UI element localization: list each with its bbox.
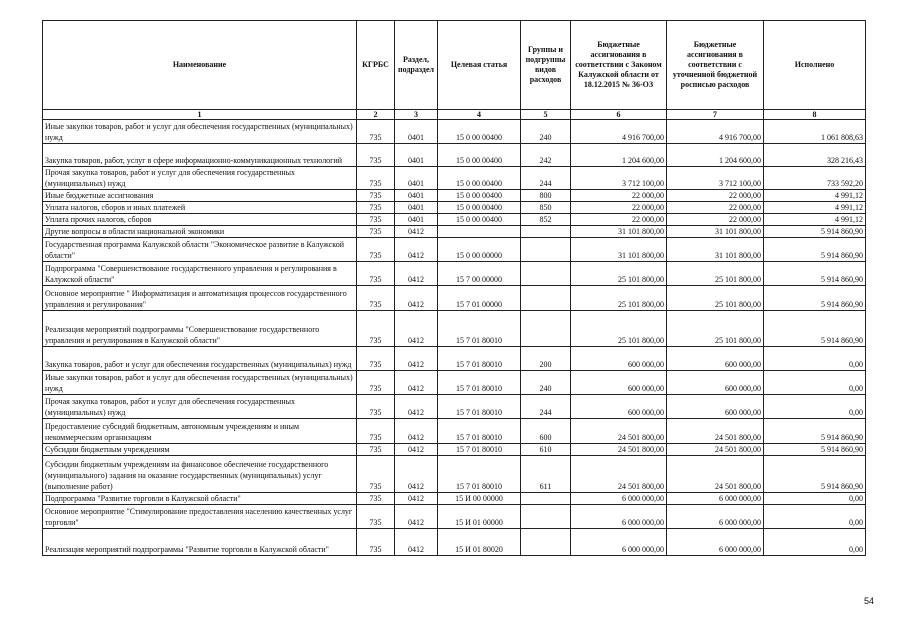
table-cell-section: 0412	[395, 419, 438, 444]
table-cell-name: Закупка товаров, работ, услуг в сфере информационно-коммуникационных технологий	[43, 144, 357, 167]
table-cell-kgrbs: 735	[357, 214, 395, 226]
header-kgrbs: КГРБС	[357, 21, 395, 110]
table-row	[43, 456, 866, 493]
table-row	[43, 371, 866, 395]
table-cell-kgrbs: 735	[357, 202, 395, 214]
table-cell-refined: 6 000 000,00	[667, 493, 764, 505]
table-cell-target: 15 7 00 00000	[438, 262, 521, 286]
page-number: 54	[864, 596, 875, 606]
table-cell-section: 0401	[395, 167, 438, 190]
table-cell-kgrbs: 735	[357, 529, 395, 556]
table-cell-name: Реализация мероприятий подпрограммы "Совершенствование государственного управления и регулирования в Калужской области"	[43, 311, 357, 347]
table-cell-refined: 6 000 000,00	[667, 505, 764, 529]
table-cell-group	[521, 493, 571, 505]
column-number: 7	[667, 110, 764, 120]
table-cell-refined: 22 000,00	[667, 214, 764, 226]
table-cell-kgrbs: 735	[357, 262, 395, 286]
table-cell-name: Субсидии бюджетным учреждениям	[43, 444, 357, 456]
table-cell-refined: 600 000,00	[667, 347, 764, 371]
table-cell-refined: 4 916 700,00	[667, 120, 764, 144]
table-cell-kgrbs: 735	[357, 144, 395, 167]
table-cell-law: 24 501 800,00	[571, 419, 667, 444]
table-cell-law: 31 101 800,00	[571, 238, 667, 262]
table-cell-executed: 5 914 860,90	[764, 456, 866, 493]
table-cell-kgrbs: 735	[357, 238, 395, 262]
table-cell-law: 25 101 800,00	[571, 286, 667, 311]
table-cell-name: Прочая закупка товаров, работ и услуг для обеспечения государственных (муниципальных) нужд	[43, 167, 357, 190]
table-cell-target: 15 7 01 80010	[438, 419, 521, 444]
table-cell-kgrbs: 735	[357, 456, 395, 493]
table-cell-section: 0412	[395, 238, 438, 262]
table-cell-target: 15 0 00 00400	[438, 167, 521, 190]
table-cell-executed: 0,00	[764, 347, 866, 371]
table-cell-refined: 3 712 100,00	[667, 167, 764, 190]
table-cell-target: 15 0 00 00400	[438, 144, 521, 167]
table-cell-law: 1 204 600,00	[571, 144, 667, 167]
column-number: 5	[521, 110, 571, 120]
budget-table	[42, 20, 866, 556]
table-cell-name: Государственная программа Калужской области "Экономическое развитие в Калужской области"	[43, 238, 357, 262]
table-cell-law: 3 712 100,00	[571, 167, 667, 190]
table-cell-target: 15 И 01 80020	[438, 529, 521, 556]
table-cell-law: 25 101 800,00	[571, 311, 667, 347]
table-cell-group: 850	[521, 202, 571, 214]
table-cell-name: Основное мероприятие "Стимулирование предоставления населению качественных услуг торговли"	[43, 505, 357, 529]
table-row	[43, 444, 866, 456]
table-cell-executed: 0,00	[764, 395, 866, 419]
table-cell-section: 0412	[395, 505, 438, 529]
table-row	[43, 262, 866, 286]
table-cell-section: 0401	[395, 202, 438, 214]
header-section: Раздел, подраздел	[395, 21, 438, 110]
table-cell-name: Подпрограмма "Развитие торговли в Калужской области"	[43, 493, 357, 505]
table-cell-target: 15 7 01 80010	[438, 444, 521, 456]
table-cell-refined: 25 101 800,00	[667, 286, 764, 311]
table-cell-executed: 4 991,12	[764, 214, 866, 226]
table-cell-executed: 4 991,12	[764, 202, 866, 214]
table-cell-kgrbs: 735	[357, 493, 395, 505]
table-cell-law: 24 501 800,00	[571, 456, 667, 493]
table-cell-target: 15 0 00 00400	[438, 190, 521, 202]
table-cell-section: 0412	[395, 395, 438, 419]
table-cell-refined: 31 101 800,00	[667, 226, 764, 238]
table-cell-group: 200	[521, 347, 571, 371]
table-cell-law: 22 000,00	[571, 190, 667, 202]
table-cell-executed: 5 914 860,90	[764, 311, 866, 347]
table-cell-kgrbs: 735	[357, 444, 395, 456]
table-cell-section: 0412	[395, 493, 438, 505]
table-cell-law: 600 000,00	[571, 347, 667, 371]
table-cell-refined: 24 501 800,00	[667, 419, 764, 444]
table-row	[43, 419, 866, 444]
table-cell-refined: 600 000,00	[667, 371, 764, 395]
table-cell-kgrbs: 735	[357, 167, 395, 190]
column-number: 1	[43, 110, 357, 120]
table-cell-law: 6 000 000,00	[571, 493, 667, 505]
table-cell-kgrbs: 735	[357, 371, 395, 395]
table-row	[43, 120, 866, 144]
table-cell-refined: 31 101 800,00	[667, 238, 764, 262]
table-cell-refined: 25 101 800,00	[667, 311, 764, 347]
table-cell-executed: 0,00	[764, 493, 866, 505]
table-cell-law: 22 000,00	[571, 202, 667, 214]
column-number-row	[43, 110, 866, 120]
table-cell-name: Иные закупки товаров, работ и услуг для обеспечения государственных (муниципальных) нужд	[43, 120, 357, 144]
table-cell-target: 15 7 01 80010	[438, 371, 521, 395]
table-cell-kgrbs: 735	[357, 226, 395, 238]
table-row	[43, 505, 866, 529]
table-cell-executed: 0,00	[764, 371, 866, 395]
column-number: 3	[395, 110, 438, 120]
header-law: Бюджетные ассигнования в соответствии с Законом Калужской области от 18.12.2015 № 36-ОЗ	[571, 21, 667, 110]
table-row	[43, 167, 866, 190]
table-cell-target: 15 7 01 80010	[438, 395, 521, 419]
table-cell-section: 0412	[395, 286, 438, 311]
table-cell-target: 15 И 01 00000	[438, 505, 521, 529]
table-cell-section: 0401	[395, 214, 438, 226]
table-cell-kgrbs: 735	[357, 505, 395, 529]
table-cell-refined: 22 000,00	[667, 202, 764, 214]
table-cell-target: 15 0 00 00400	[438, 120, 521, 144]
table-cell-executed: 5 914 860,90	[764, 444, 866, 456]
table-cell-kgrbs: 735	[357, 419, 395, 444]
table-cell-name: Основное мероприятие " Информатизация и автоматизация процессов государственного управления и регулирования"	[43, 286, 357, 311]
table-cell-law: 600 000,00	[571, 371, 667, 395]
table-cell-group: 244	[521, 167, 571, 190]
table-row	[43, 238, 866, 262]
table-row	[43, 144, 866, 167]
table-cell-section: 0401	[395, 144, 438, 167]
table-cell-kgrbs: 735	[357, 190, 395, 202]
table-cell-kgrbs: 735	[357, 395, 395, 419]
table-row	[43, 347, 866, 371]
table-cell-section: 0412	[395, 456, 438, 493]
table-cell-section: 0412	[395, 311, 438, 347]
table-cell-law: 6 000 000,00	[571, 529, 667, 556]
table-row	[43, 214, 866, 226]
table-cell-name: Закупка товаров, работ и услуг для обеспечения государственных (муниципальных) нужд	[43, 347, 357, 371]
table-cell-executed: 328 216,43	[764, 144, 866, 167]
table-cell-target: 15 0 00 00400	[438, 202, 521, 214]
header-target: Целевая статья	[438, 21, 521, 110]
table-cell-refined: 24 501 800,00	[667, 456, 764, 493]
table-cell-executed: 5 914 860,90	[764, 262, 866, 286]
column-number: 4	[438, 110, 521, 120]
table-cell-section: 0412	[395, 226, 438, 238]
table-body	[43, 120, 866, 556]
table-cell-executed: 5 914 860,90	[764, 226, 866, 238]
table-cell-name: Уплата налогов, сборов и иных платежей	[43, 202, 357, 214]
table-cell-section: 0401	[395, 190, 438, 202]
table-cell-group: 240	[521, 120, 571, 144]
table-cell-group	[521, 505, 571, 529]
table-cell-law: 22 000,00	[571, 214, 667, 226]
table-cell-refined: 24 501 800,00	[667, 444, 764, 456]
table-cell-name: Другие вопросы в области национальной экономики	[43, 226, 357, 238]
table-cell-group: 852	[521, 214, 571, 226]
table-cell-name: Иные бюджетные ассигнования	[43, 190, 357, 202]
table-cell-executed: 5 914 860,90	[764, 419, 866, 444]
table-row	[43, 190, 866, 202]
table-cell-name: Подпрограмма "Совершенствование государственного управления и регулирования в Калужской области"	[43, 262, 357, 286]
table-cell-refined: 600 000,00	[667, 395, 764, 419]
column-number: 8	[764, 110, 866, 120]
table-cell-executed: 5 914 860,90	[764, 286, 866, 311]
table-cell-section: 0412	[395, 371, 438, 395]
table-cell-executed: 4 991,12	[764, 190, 866, 202]
table-cell-target: 15 7 01 80010	[438, 311, 521, 347]
table-cell-section: 0412	[395, 262, 438, 286]
table-cell-executed: 0,00	[764, 529, 866, 556]
table-cell-target: 15 0 00 00400	[438, 214, 521, 226]
table-cell-group: 611	[521, 456, 571, 493]
table-cell-group	[521, 529, 571, 556]
table-cell-law: 25 101 800,00	[571, 262, 667, 286]
table-cell-group	[521, 262, 571, 286]
table-cell-target: 15 7 01 00000	[438, 286, 521, 311]
table-cell-name: Прочая закупка товаров, работ и услуг для обеспечения государственных (муниципальных) нужд	[43, 395, 357, 419]
table-cell-executed: 0,00	[764, 505, 866, 529]
table-cell-section: 0412	[395, 529, 438, 556]
column-number: 6	[571, 110, 667, 120]
table-cell-section: 0412	[395, 444, 438, 456]
table-cell-law: 24 501 800,00	[571, 444, 667, 456]
table-cell-section: 0401	[395, 120, 438, 144]
table-cell-executed: 1 061 808,63	[764, 120, 866, 144]
table-cell-group	[521, 311, 571, 347]
table-cell-group: 244	[521, 395, 571, 419]
table-cell-name: Предоставление субсидий бюджетным, автономным учреждениям и иным некоммерческим организациям	[43, 419, 357, 444]
table-row	[43, 202, 866, 214]
table-cell-name: Реализация мероприятий подпрограммы "Развитие торговли в Калужской области"	[43, 529, 357, 556]
table-cell-group	[521, 286, 571, 311]
table-cell-group: 600	[521, 419, 571, 444]
table-cell-kgrbs: 735	[357, 120, 395, 144]
table-cell-group	[521, 226, 571, 238]
table-row	[43, 395, 866, 419]
header-refined: Бюджетные ассигнования в соответствии с уточненной бюджетной росписью расходов	[667, 21, 764, 110]
table-row	[43, 226, 866, 238]
table-cell-target	[438, 226, 521, 238]
table-cell-section: 0412	[395, 347, 438, 371]
table-cell-law: 4 916 700,00	[571, 120, 667, 144]
table-cell-name: Субсидии бюджетным учреждениям на финансовое обеспечение государственного (муниципального) задания на оказание государственных (муниципальных) услуг (выполнение работ)	[43, 456, 357, 493]
table-cell-refined: 22 000,00	[667, 190, 764, 202]
table-cell-group: 240	[521, 371, 571, 395]
table-cell-kgrbs: 735	[357, 311, 395, 347]
table-cell-group: 610	[521, 444, 571, 456]
table-cell-refined: 6 000 000,00	[667, 529, 764, 556]
table-cell-executed: 733 592,20	[764, 167, 866, 190]
table-cell-law: 31 101 800,00	[571, 226, 667, 238]
header-row	[43, 21, 866, 110]
header-executed: Исполнено	[764, 21, 866, 110]
table-cell-name: Уплата прочих налогов, сборов	[43, 214, 357, 226]
table-row	[43, 286, 866, 311]
table-cell-name: Иные закупки товаров, работ и услуг для обеспечения государственных (муниципальных) нужд	[43, 371, 357, 395]
table-cell-target: 15 И 00 00000	[438, 493, 521, 505]
column-number: 2	[357, 110, 395, 120]
header-groups: Группы и подгруппы видов расходов	[521, 21, 571, 110]
table-cell-target: 15 7 01 80010	[438, 456, 521, 493]
table-cell-target: 15 7 01 80010	[438, 347, 521, 371]
table-cell-group: 242	[521, 144, 571, 167]
table-cell-refined: 1 204 600,00	[667, 144, 764, 167]
header-name: Наименование	[43, 21, 357, 110]
table-cell-law: 6 000 000,00	[571, 505, 667, 529]
table-cell-target: 15 0 00 00000	[438, 238, 521, 262]
table-cell-law: 600 000,00	[571, 395, 667, 419]
table-row	[43, 493, 866, 505]
table-cell-kgrbs: 735	[357, 286, 395, 311]
table-cell-kgrbs: 735	[357, 347, 395, 371]
table-row	[43, 311, 866, 347]
table-cell-executed: 5 914 860,90	[764, 238, 866, 262]
table-cell-group	[521, 238, 571, 262]
table-cell-group: 800	[521, 190, 571, 202]
table-row	[43, 529, 866, 556]
table-cell-refined: 25 101 800,00	[667, 262, 764, 286]
